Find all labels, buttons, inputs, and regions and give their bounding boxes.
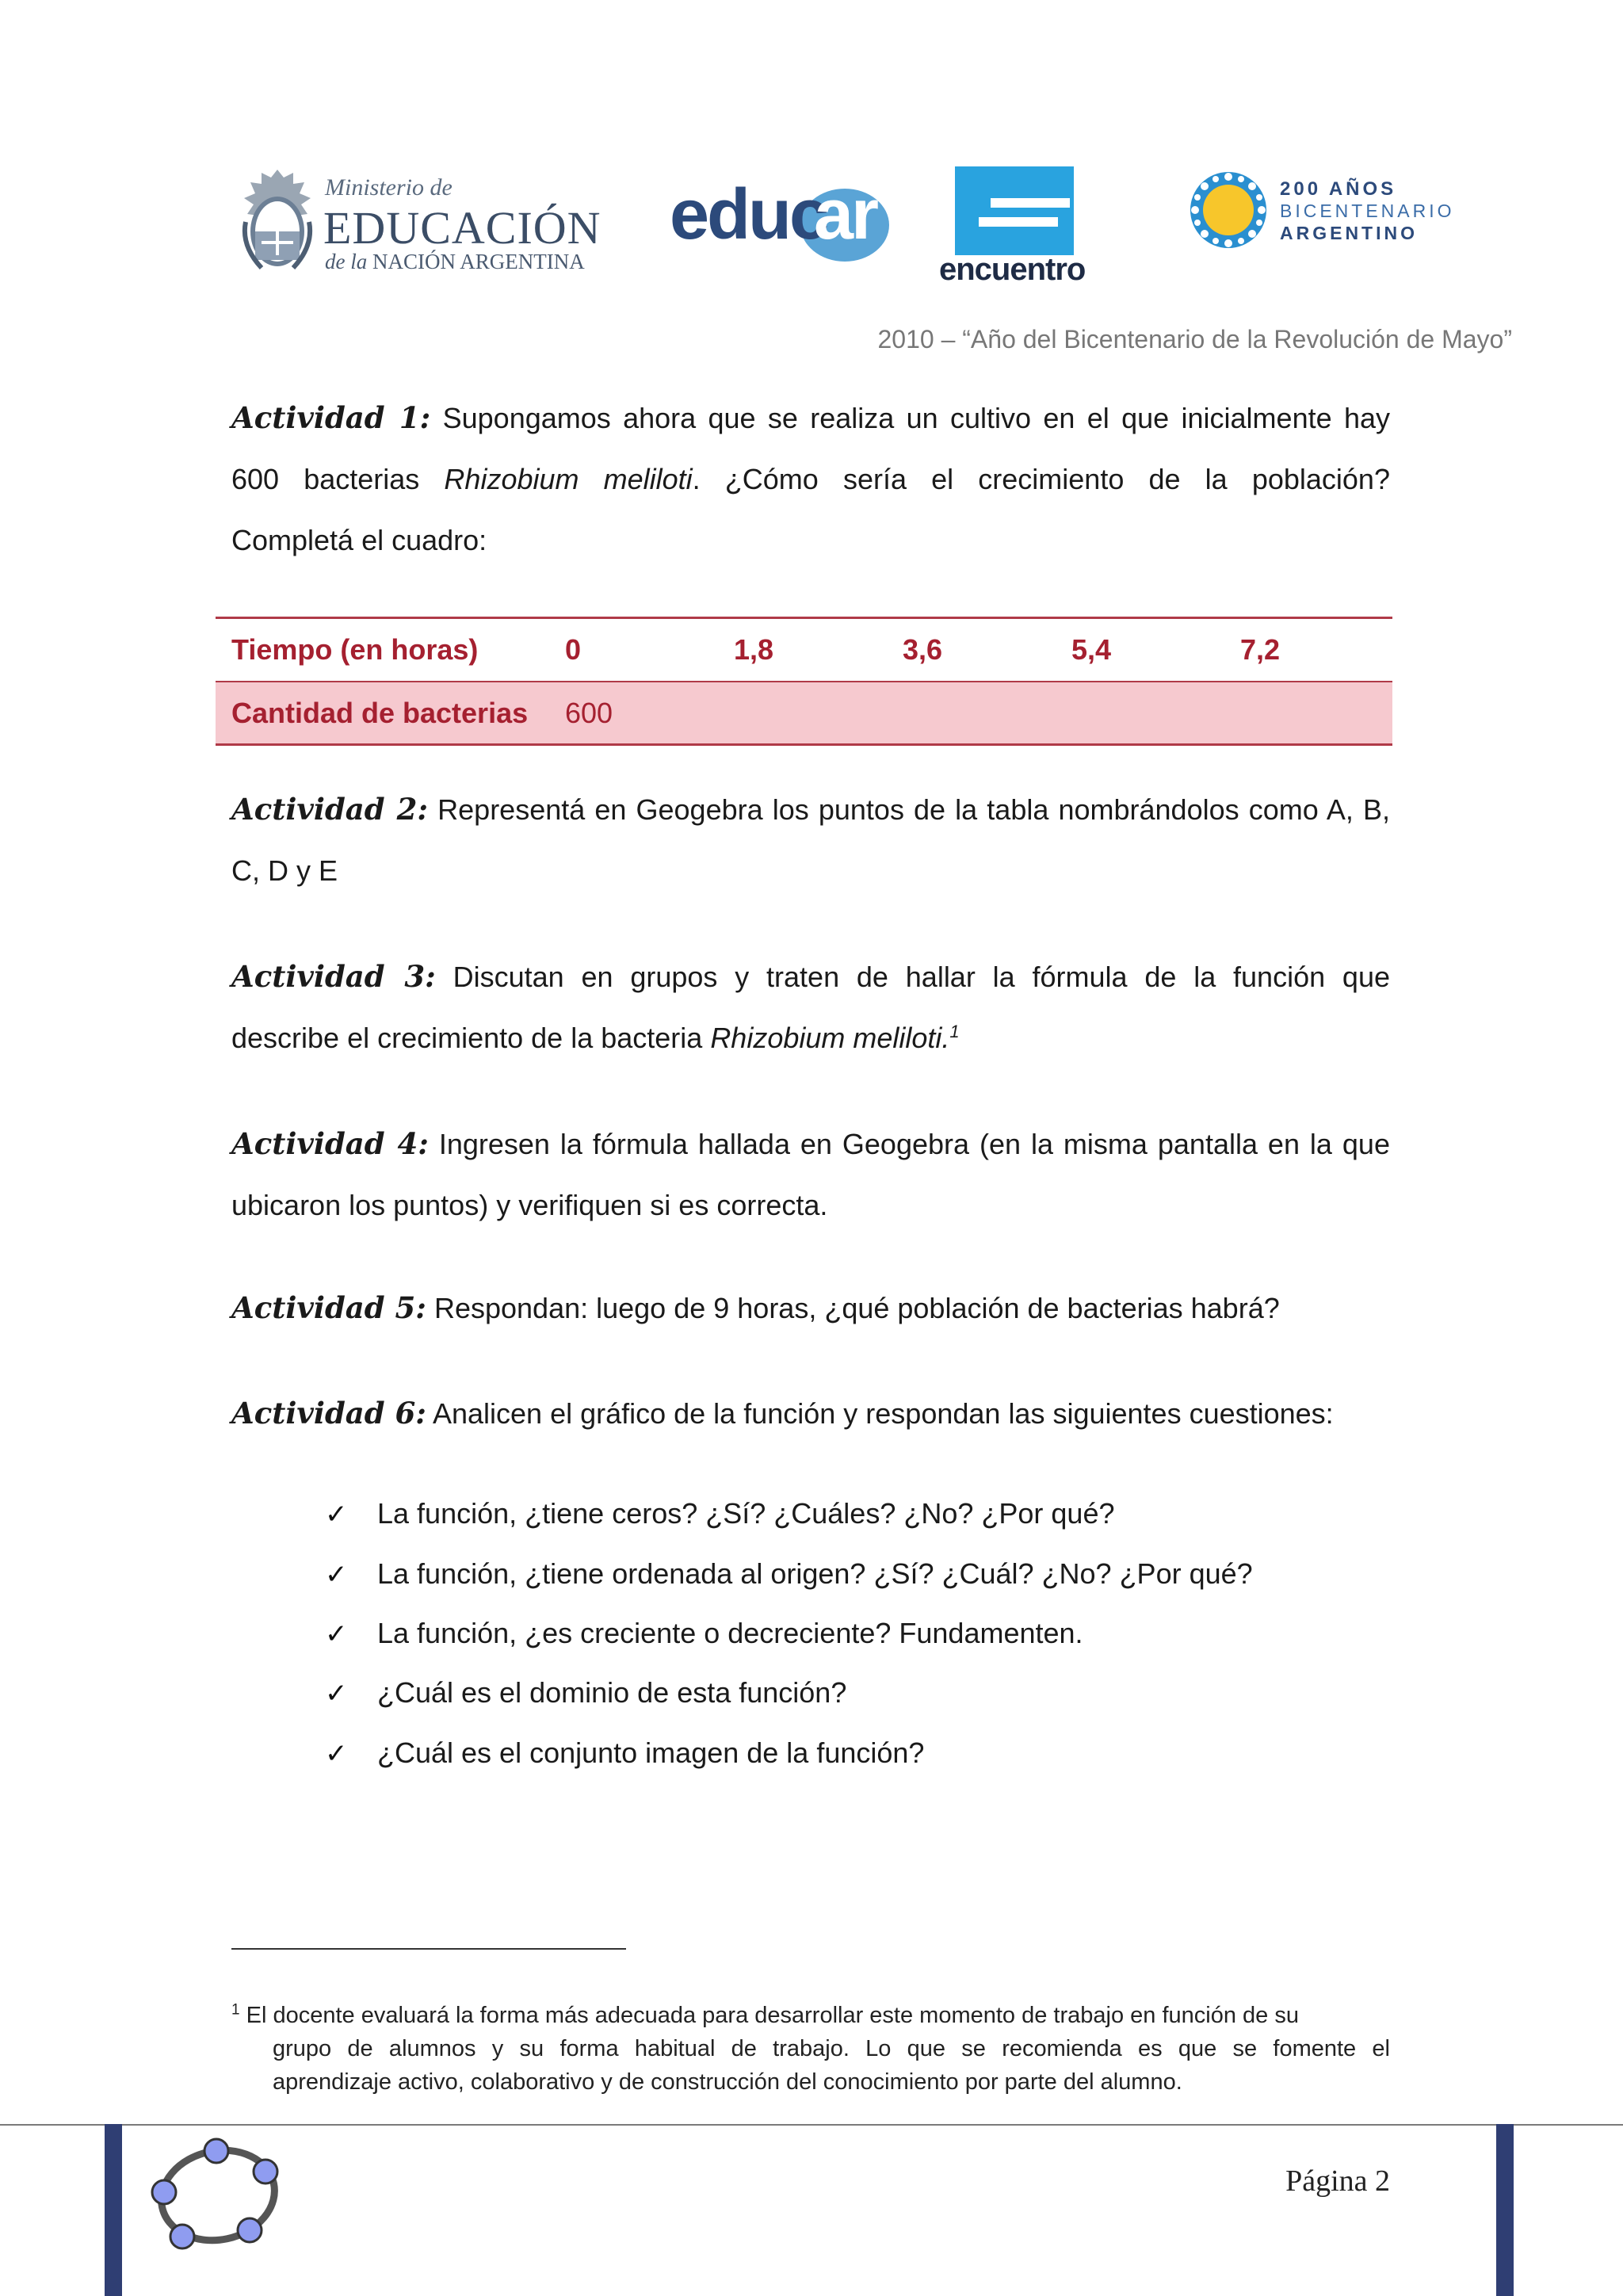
footnote-line2: grupo de alumnos y su forma habitual de trabajo. Lo que se recomienda es que se fomente el — [273, 2036, 1390, 2061]
national-coat-of-arms-icon — [238, 166, 317, 273]
activity-3-label: Actividad 3: — [231, 959, 436, 994]
footnote-reference[interactable] — [949, 1022, 959, 1041]
table-header-bacteria: Cantidad de bacterias — [231, 697, 529, 729]
species-name: Rhizobium meliloti — [444, 463, 693, 495]
activity-2-line1 — [231, 779, 1390, 840]
encuentro-logo-text: encuentro — [939, 252, 1086, 287]
activity-3-text: Discutan en grupos y traten de hallar la fórmula de la función que — [453, 961, 1390, 993]
table-bacteria-cell: 600 — [565, 697, 613, 729]
educar-logo-text: educ — [670, 175, 827, 254]
activity-2-text: Representá en Geogebra los puntos de la tabla nombrándolos como A, B, — [437, 793, 1390, 826]
bicentenario-logo — [1189, 170, 1482, 258]
activity-1-line1 — [231, 388, 1390, 449]
activity-5-text: Respondan: luego de 9 horas, ¿qué población de bacterias habrá? — [433, 1292, 1280, 1324]
question-text: La función, ¿tiene ordenada al origen? ¿Sí? ¿Cuál? ¿No? ¿Por qué? — [377, 1557, 1253, 1590]
activity-5-label: Actividad 5: — [231, 1290, 426, 1325]
activity-6-line1 — [231, 1383, 1390, 1444]
table-time-cell: 0 — [565, 633, 582, 666]
ministerio-line3 — [325, 250, 585, 274]
bicentenario-line3: ARGENTINO — [1280, 223, 1418, 243]
header-note: 2010 – “Año del Bicentenario de la Revolución de Mayo” — [877, 325, 1512, 353]
footnote — [231, 1999, 1390, 2099]
geogebra-logo-icon — [147, 2134, 289, 2252]
question-text: La función, ¿tiene ceros? ¿Sí? ¿Cuáles? ¿No? ¿Por qué? — [377, 1497, 1115, 1530]
activity-1-line2 — [231, 449, 1390, 510]
table-time-cell: 5,4 — [1071, 633, 1112, 666]
encuentro-logo-box — [955, 166, 1074, 255]
table-time-cell: 7,2 — [1240, 633, 1281, 666]
ministerio-educacion-logo — [238, 166, 610, 273]
list-item — [325, 1723, 924, 1782]
activity-3-line1 — [231, 946, 1390, 1007]
species-name: Rhizobium meliloti. — [710, 1022, 950, 1054]
educar-logo-suffix: ar — [814, 175, 877, 254]
activity-6-text: Analicen el gráfico de la función y respondan las siguientes cuestiones: — [432, 1397, 1334, 1430]
activity-2-label: Actividad 2: — [231, 792, 429, 827]
footer-bar-right — [1496, 2124, 1514, 2296]
footnote-text-line1: El docente evaluará la forma más adecuada para desarrollar este momento de trabajo en función de su — [246, 2003, 1299, 2028]
educar-logo — [670, 174, 892, 262]
encuentro-stripe-top — [991, 198, 1070, 208]
ministerio-line1: Ministerio de — [325, 174, 453, 201]
header-logos — [230, 155, 1482, 289]
question-text: ¿Cuál es el dominio de esta función? — [377, 1676, 847, 1709]
activity-4-label: Actividad 4: — [231, 1126, 429, 1161]
activity-1-label: Actividad 1: — [231, 400, 431, 435]
activity-1-line3: Completá el cuadro: — [231, 524, 487, 556]
footnote-number: 1 — [231, 2001, 240, 2019]
activity-3-line2-pre: describe el crecimiento de la bacteria — [231, 1022, 711, 1054]
checkmark-icon: ✓ — [325, 1678, 348, 1710]
list-item — [325, 1663, 846, 1722]
footer-bar-left — [105, 2124, 122, 2296]
checkmark-icon: ✓ — [325, 1738, 348, 1770]
checkmark-icon: ✓ — [325, 1618, 348, 1650]
activity-5 — [231, 1278, 1390, 1339]
activity-6 — [231, 1383, 1390, 1444]
ministerio-line2: EDUCACIÓN — [323, 202, 601, 254]
footnote-separator — [231, 1948, 626, 1950]
table-time-cell: 1,8 — [734, 633, 774, 666]
activity-3-line2 — [231, 1007, 1390, 1068]
ministerio-line3-prefix: de la — [325, 250, 368, 273]
footnote-reference-number: 1 — [949, 1022, 960, 1041]
activity-1 — [231, 388, 1390, 571]
list-item — [325, 1484, 1114, 1543]
activity-6-label: Actividad 6: — [231, 1396, 426, 1431]
footer-separator — [0, 2124, 1623, 2126]
growth-table — [216, 617, 1392, 746]
list-item — [325, 1544, 1253, 1603]
activity-2 — [231, 779, 1390, 901]
activity-4-text: Ingresen la fórmula hallada en Geogebra (en la misma pantalla en la que — [438, 1128, 1390, 1160]
activity-4 — [231, 1114, 1390, 1236]
encuentro-stripe-bottom — [979, 217, 1058, 227]
activity-3 — [231, 946, 1390, 1068]
activity-5-line1 — [231, 1278, 1390, 1339]
activity-1-line2-post: . ¿Cómo sería el crecimiento de la población? — [692, 463, 1390, 495]
activity-1-text: Supongamos ahora que se realiza un cultivo en el que inicialmente hay — [442, 402, 1390, 434]
footnote-line1 — [231, 1999, 1390, 2032]
ministerio-line3-main: NACIÓN ARGENTINA — [372, 250, 585, 273]
activity-4-line1 — [231, 1114, 1390, 1175]
table-header-time: Tiempo (en horas) — [231, 633, 479, 666]
table-row-bacteria — [216, 682, 1392, 743]
table-row-time — [216, 619, 1392, 682]
question-text: ¿Cuál es el conjunto imagen de la función? — [377, 1736, 925, 1769]
bicentenario-line1: 200 AÑOS — [1280, 178, 1397, 200]
activity-2-line2: C, D y E — [231, 854, 338, 887]
checkmark-icon: ✓ — [325, 1559, 348, 1591]
encuentro-logo — [939, 166, 1121, 285]
question-text: La función, ¿es creciente o decreciente? Fundamenten. — [377, 1617, 1083, 1649]
page-number: Página 2 — [1285, 2164, 1390, 2198]
bicentenario-sun-icon — [1189, 170, 1268, 250]
checkmark-icon: ✓ — [325, 1499, 348, 1530]
list-item — [325, 1603, 1083, 1663]
bicentenario-line2: BICENTENARIO — [1280, 201, 1455, 221]
table-time-cell: 3,6 — [903, 633, 943, 666]
activity-1-line2-pre: 600 bacterias — [231, 463, 445, 495]
footnote-line3: aprendizaje activo, colaborativo y de construcción del conocimiento por parte del alumno. — [273, 2069, 1182, 2095]
activity-4-line2: ubicaron los puntos) y verifiquen si es correcta. — [231, 1189, 828, 1221]
